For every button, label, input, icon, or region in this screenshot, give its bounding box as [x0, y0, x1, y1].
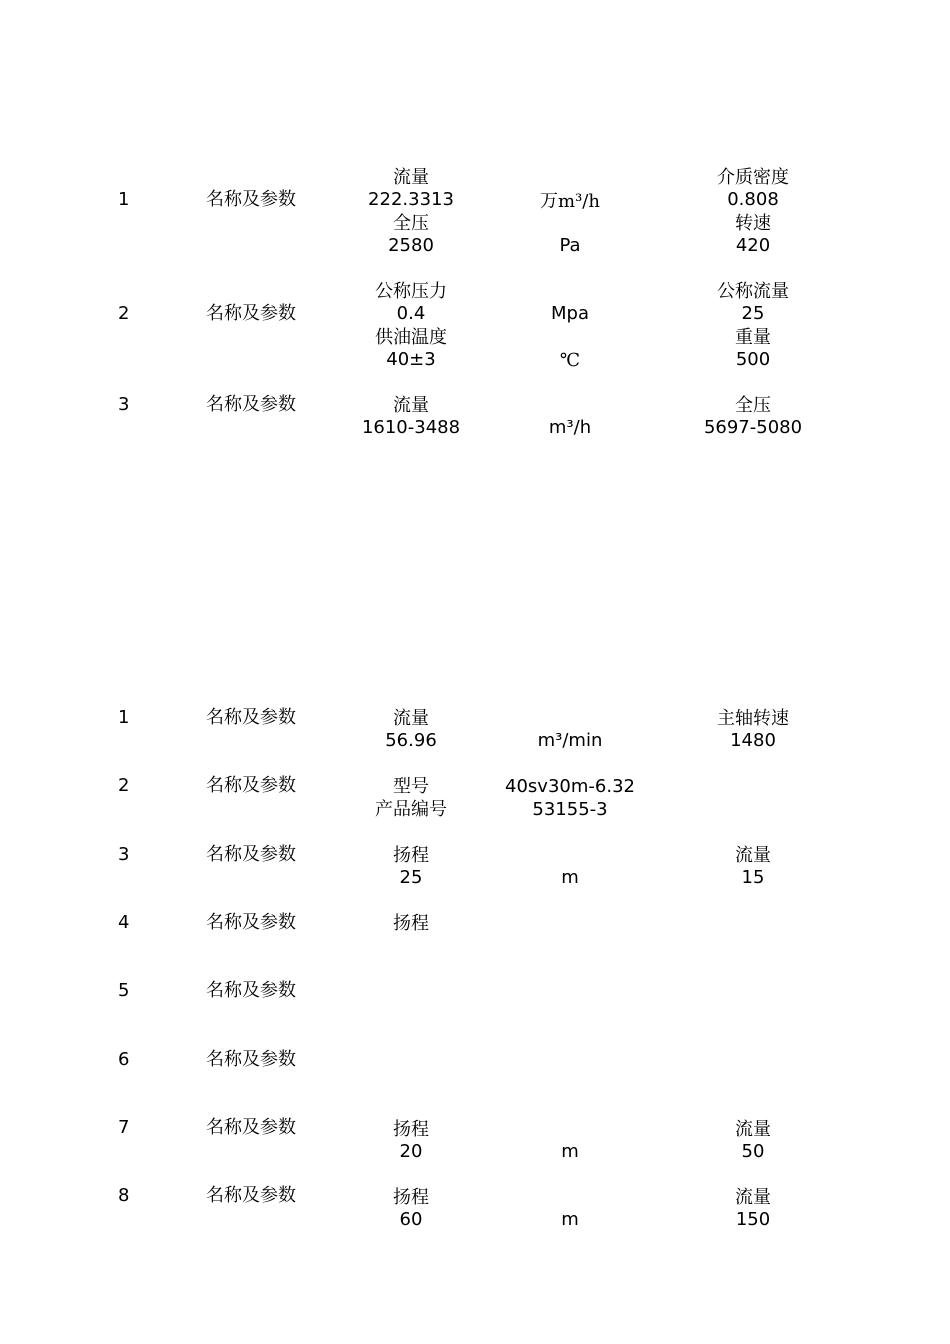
param-label: 重量 — [735, 327, 771, 348]
row-index: 5 — [118, 980, 130, 1001]
row-name: 名称及参数 — [206, 844, 296, 865]
param-value: 500 — [735, 349, 771, 370]
row-name: 名称及参数 — [206, 1185, 296, 1206]
param-value: 56.96 — [385, 730, 437, 751]
row-index: 6 — [118, 1049, 130, 1070]
param-value: 53155-3 — [532, 799, 608, 820]
row-name: 名称及参数 — [206, 707, 296, 728]
param-label: 流量 — [393, 708, 429, 729]
param-unit: m — [561, 1209, 579, 1230]
param-label: 流量 — [735, 1119, 771, 1140]
param-unit: m — [561, 867, 579, 888]
param-value: 15 — [741, 867, 765, 888]
param-label: 公称压力 — [375, 281, 447, 302]
param-unit: m — [561, 1141, 579, 1162]
row-name: 名称及参数 — [206, 1049, 296, 1070]
param-label: 流量 — [735, 845, 771, 866]
param-label: 转速 — [735, 213, 771, 234]
param-label: 公称流量 — [717, 281, 789, 302]
param-unit: 万m³/h — [540, 191, 600, 212]
param-unit: Mpa — [551, 303, 589, 324]
row-name: 名称及参数 — [206, 303, 296, 324]
row-name: 名称及参数 — [206, 394, 296, 415]
row-index: 8 — [118, 1185, 130, 1206]
param-label: 流量 — [393, 167, 429, 188]
param-unit: ℃ — [559, 350, 581, 371]
row-name: 名称及参数 — [206, 189, 296, 210]
param-value: 420 — [735, 235, 771, 256]
param-label: 介质密度 — [717, 167, 789, 188]
param-label: 全压 — [393, 213, 429, 234]
row-index: 1 — [118, 707, 130, 728]
param-unit: m³/h — [548, 417, 592, 438]
row-name: 名称及参数 — [206, 1117, 296, 1138]
row-name: 名称及参数 — [206, 912, 296, 933]
param-label: 主轴转速 — [717, 708, 789, 729]
param-label: 型号 — [393, 776, 429, 797]
param-label: 全压 — [735, 395, 771, 416]
param-value: 25 — [741, 303, 765, 324]
row-index: 7 — [118, 1117, 130, 1138]
row-index: 3 — [118, 844, 130, 865]
param-label: 产品编号 — [375, 799, 447, 820]
param-label: 流量 — [393, 395, 429, 416]
row-index: 1 — [118, 189, 130, 210]
param-label: 扬程 — [393, 1119, 429, 1140]
row-name: 名称及参数 — [206, 775, 296, 796]
param-unit: m³/min — [537, 730, 603, 751]
param-label: 供油温度 — [375, 327, 447, 348]
param-unit: Pa — [559, 235, 581, 256]
param-value: 0.4 — [396, 303, 426, 324]
param-value: 2580 — [388, 235, 434, 256]
param-label: 扬程 — [393, 845, 429, 866]
row-index: 2 — [118, 775, 130, 796]
row-name: 名称及参数 — [206, 980, 296, 1001]
param-value: 50 — [741, 1141, 765, 1162]
row-index: 2 — [118, 303, 130, 324]
param-value: 40±3 — [386, 349, 436, 370]
row-index: 4 — [118, 912, 130, 933]
param-value: 1610-3488 — [361, 417, 461, 438]
param-label: 扬程 — [393, 1187, 429, 1208]
param-value: 222.3313 — [368, 189, 454, 210]
param-value: 60 — [399, 1209, 423, 1230]
param-value: 40sv30m-6.32 — [505, 776, 635, 797]
param-label: 扬程 — [393, 913, 429, 934]
param-value: 20 — [399, 1141, 423, 1162]
param-value: 150 — [735, 1209, 771, 1230]
param-value: 25 — [399, 867, 423, 888]
row-index: 3 — [118, 394, 130, 415]
param-value: 0.808 — [727, 189, 779, 210]
param-value: 1480 — [730, 730, 776, 751]
param-value: 5697-5080 — [703, 417, 803, 438]
param-label: 流量 — [735, 1187, 771, 1208]
